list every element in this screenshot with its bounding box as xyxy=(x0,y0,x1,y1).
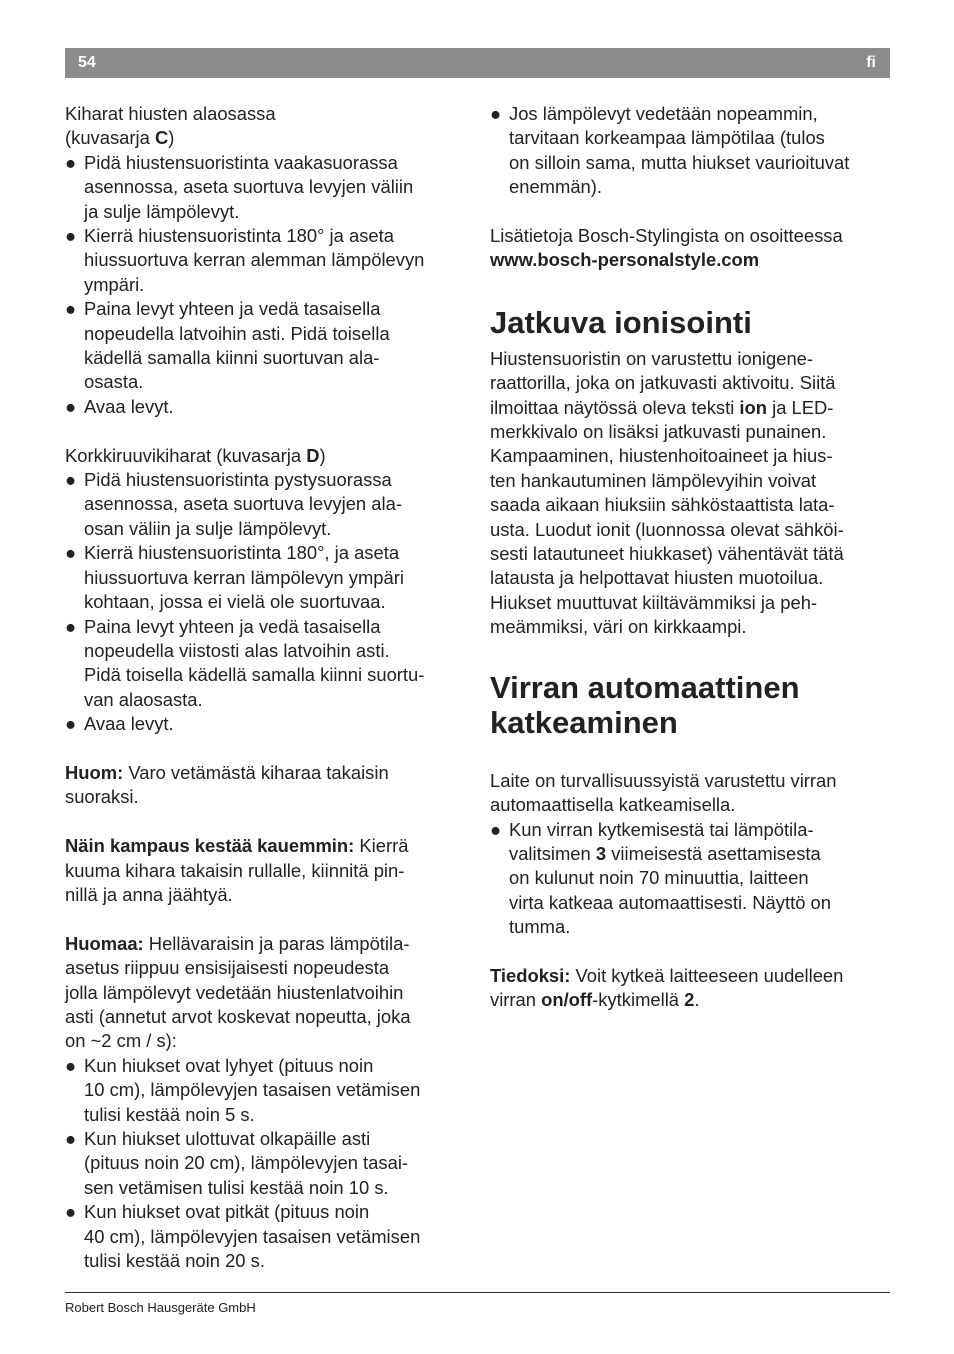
bullet-icon: ● xyxy=(65,542,77,564)
list-item: ● Avaa levyt. xyxy=(65,395,467,419)
left-column xyxy=(65,102,467,1273)
list-item: ● Kierrä hiustensuoristinta 180° ja aseta hiussuortuva kerran alemman lämpölevyn ympäri. xyxy=(65,225,425,295)
list-item: ● Kierrä hiustensuoristinta 180°, ja aseta hiussuortuva kerran lämpölevyn ympäri kohtaan, jossa ei vielä ole suortuvaa. xyxy=(65,542,404,613)
kiharat-title: Kiharat hiusten alaosassa (kuvasarja C) xyxy=(65,103,276,149)
bullet-icon: ● xyxy=(65,151,77,173)
list-item: ● Pidä hiustensuoristinta vaakasuorassa asennossa, aseta suortuva levyjen väliin ja sulje lämpölevyt. xyxy=(65,151,414,222)
ion-paragraph: Hiustensuoristin on varustettu ionigene- raattorilla, joka on jatkuvasti aktivoitu. Siitä ilmoittaa näytössä oleva teksti ion ja LED- merkkivalo on lisäksi jatkuvasti punainen. Kampaaminen, hiustenhoitoaineet ja hius- ten hankautuminen lämpölevyihin voivat saada aikaan hiuksiin sähköstaattista lata- usta. Luodut ionit (luonnossa olevat sähköi- sesti latautuneet hiukkaset) vähentävät tätä latausta ja helpottavat hiusten muotoilua. Hiukset muuttuvat kiiltävämmiksi ja peh- meämmiksi, väri on kirkkaampi. xyxy=(490,347,844,638)
footer-company: Robert Bosch Hausgeräte GmbH xyxy=(65,1300,256,1315)
bullet-icon: ● xyxy=(65,395,77,417)
bullet-icon: ● xyxy=(65,1054,77,1076)
footer-divider xyxy=(65,1292,890,1293)
huomaa-note: Huomaa: Hellävaraisin ja paras lämpötila- asetus riippuu ensisijaisesti nopeudesta jolla lämpölevyt vedetään hiustenlatvoihin asti (annetut arvot koskevat nopeutta, joka on ~2 cm / s): xyxy=(65,932,411,1052)
korkki-title: Korkkiruuvikiharat (kuvasarja D) xyxy=(65,444,326,466)
bullet-icon: ● xyxy=(490,103,502,124)
list-item: ● Kun hiukset ulottuvat olkapäille asti (pituus noin 20 cm), lämpölevyjen tasai- sen vetämisen tulisi kestää noin 10 s. xyxy=(65,1128,409,1198)
website-url: www.bosch-personalstyle.com xyxy=(490,249,760,271)
list-item: ● Pidä hiustensuoristinta pystysuorassa asennossa, aseta suortuva levyjen ala- osan väliin ja sulje lämpölevyt. xyxy=(65,469,402,539)
right-column xyxy=(490,102,890,1013)
heading-jatkuva-ionisointi: Jatkuva ionisointi xyxy=(490,304,752,340)
bullet-icon: ● xyxy=(65,713,77,735)
language-code: fi xyxy=(866,54,876,71)
bullet-icon: ● xyxy=(65,1201,77,1223)
list-item: ● Jos lämpölevyt vedetään nopeammin, tarvitaan korkeampaa lämpötilaa (tulos on silloin sama, mutta hiukset vaurioituvat enemmän). xyxy=(490,103,850,198)
list-item: ● Paina levyt yhteen ja vedä tasaisella nopeudella latvoihin asti. Pidä toisella kädellä samalla kiinni suortuvan ala- osasta. xyxy=(65,298,390,393)
nain-note: Näin kampaus kestää kauemmin: Kierrä kuuma kihara takaisin rullalle, kiinnitä pin- nillä ja anna jäähtyä. xyxy=(65,835,409,905)
tiedoksi-note: Tiedoksi: Voit kytkeä laitteeseen uudelleen virran on/off-kytkimellä 2. xyxy=(490,964,844,1011)
heading-virran-katkeaminen: Virran automaattinen katkeaminen xyxy=(490,669,800,740)
list-item: ● Kun hiukset ovat lyhyet (pituus noin 10 cm), lämpölevyjen tasaisen vetämisen tulisi kestää noin 5 s. xyxy=(65,1054,421,1125)
page-number: 54 xyxy=(78,54,96,71)
page-header-bar xyxy=(65,48,890,78)
list-item: ● Kun hiukset ovat pitkät (pituus noin 40 cm), lämpölevyjen tasaisen vetämisen tulisi kestää noin 20 s. xyxy=(65,1201,421,1272)
bullet-icon: ● xyxy=(65,469,77,491)
bullet-icon: ● xyxy=(65,1128,77,1149)
bullet-icon: ● xyxy=(65,225,77,247)
bullet-icon: ● xyxy=(490,818,502,840)
auto-paragraph: Laite on turvallisuussyistä varustettu virran automaattisella katkeamisella. xyxy=(490,769,837,816)
more-info: Lisätietoja Bosch-Stylingista on osoitteessa www.bosch-personalstyle.com xyxy=(490,225,843,271)
bullet-icon: ● xyxy=(65,615,77,637)
list-item: ● Kun virran kytkemisestä tai lämpötila- valitsimen 3 viimeisestä asettamisesta on kulunut noin 70 minuuttia, laitteen virta katkeaa automaattisesti. Näyttö on tumma. xyxy=(490,818,831,938)
list-item: ● Paina levyt yhteen ja vedä tasaisella nopeudella viistosti alas latvoihin asti. Pidä toisella kädellä samalla kiinni suortu- van alaosasta. xyxy=(65,615,425,710)
list-item: ● Avaa levyt. xyxy=(65,712,467,736)
huom-note: Huom: Varo vetämästä kiharaa takaisin suoraksi. xyxy=(65,761,389,808)
bullet-icon: ● xyxy=(65,298,77,320)
